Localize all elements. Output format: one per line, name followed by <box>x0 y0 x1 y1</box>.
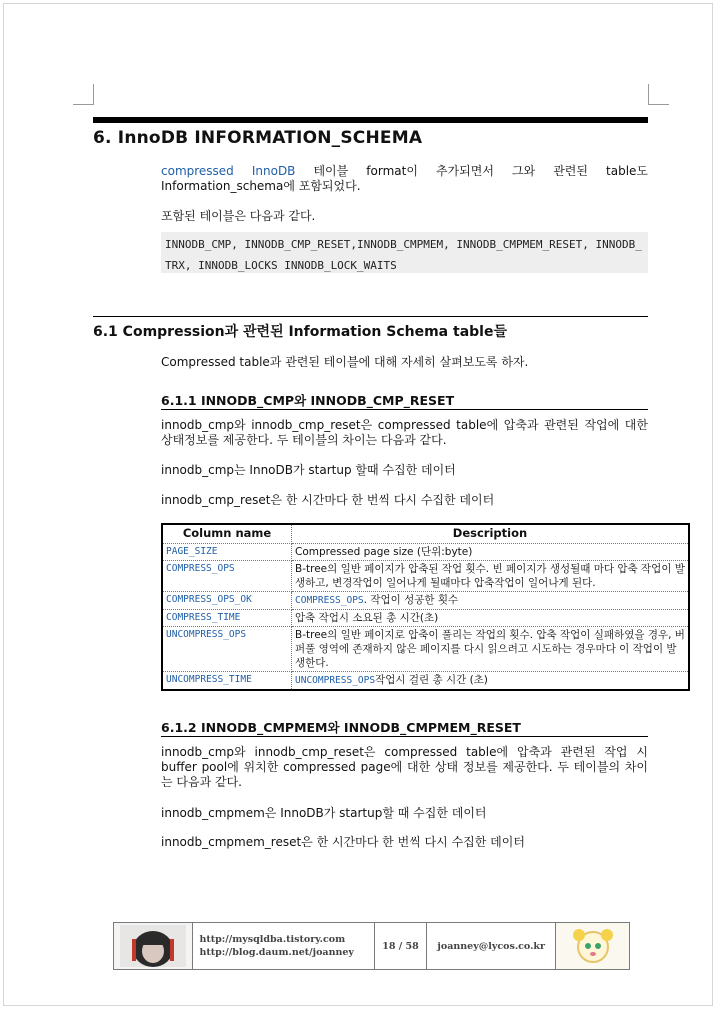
description-cell: 압축 작업시 소요된 총 시간(초) <box>292 610 690 627</box>
table-row <box>162 561 689 592</box>
column-name-header: Column name <box>162 524 292 544</box>
description-cell <box>292 592 690 610</box>
section-6-1-intro: Compressed table과 관련된 테이블에 대해 자세히 살펴보도록 하자. <box>161 355 529 369</box>
description-code: UNCOMPRESS_OPS <box>295 675 376 686</box>
table-row <box>162 544 689 561</box>
blog-link-daum[interactable]: http://blog.daum.net/joanney <box>199 947 354 958</box>
column-name-cell: UNCOMPRESS_OPS <box>162 627 292 672</box>
section-6-1-1-p3: innodb_cmp_reset은 한 시간마다 한 번씩 다시 수집한 데이터 <box>161 493 495 507</box>
cmp-columns-table <box>161 523 690 691</box>
avatar-right-illustration <box>563 925 623 967</box>
footer-urls <box>193 923 375 969</box>
section-6-1-2-p3: innodb_cmpmem_reset은 한 시간마다 한 번씩 다시 수집한 데이터 <box>161 835 525 849</box>
column-name-cell: COMPRESS_TIME <box>162 610 292 627</box>
table-row <box>162 610 689 627</box>
column-name-cell: UNCOMPRESS_TIME <box>162 672 292 691</box>
intro-text: 테이블 format이 추가되면서 그와 관련된 table도 Information_schema에 포함되었다. <box>161 164 648 193</box>
column-name-cell: COMPRESS_OPS <box>162 561 292 592</box>
subsection-rule <box>161 409 648 410</box>
table-row <box>162 592 689 610</box>
crop-mark-left <box>73 84 94 105</box>
description-header: Description <box>292 524 690 544</box>
section-6-1-1-p2: innodb_cmp는 InnoDB가 startup 할때 수집한 데이터 <box>161 463 456 477</box>
table-row <box>162 627 689 672</box>
description-cell <box>292 672 690 691</box>
intro-link[interactable]: compressed InnoDB <box>161 164 296 178</box>
description-text: 작업시 걸린 총 시간 (초) <box>375 674 488 686</box>
column-name-cell: PAGE_SIZE <box>162 544 292 561</box>
section-6-1-title: 6.1 Compression과 관련된 Information Schema table들 <box>93 324 507 340</box>
heading-bar <box>93 117 648 123</box>
description-code: COMPRESS_OPS <box>295 595 364 606</box>
section-6-1-2-p2: innodb_cmpmem은 InnoDB가 startup할 때 수집한 데이터 <box>161 806 487 820</box>
description-cell: B-tree의 일반 페이지로 압축이 풀리는 작업의 횟수. 압축 작업이 실패하였을 경우, 버퍼풀 영역에 존재하지 않은 페이지를 다시 읽으려고 시도하는 경우마다 이 작업이 발생한다. <box>292 627 690 672</box>
blog-link-tistory[interactable]: http://mysqldba.tistory.com <box>199 934 346 945</box>
table-list-code: INNODB_CMP, INNODB_CMP_RESET,INNODB_CMPMEM, INNODB_CMPMEM_RESET, INNODB_TRX, INNODB_LOCKS INNODB_LOCK_WAITS <box>161 232 648 273</box>
page-footer <box>113 922 630 970</box>
table-header-row <box>162 524 689 544</box>
section-6-title: 6. InnoDB INFORMATION_SCHEMA <box>93 128 423 148</box>
table-row <box>162 672 689 691</box>
author-avatar-right <box>556 923 629 969</box>
email-address[interactable]: joanney@lycos.co.kr <box>427 923 556 969</box>
section-6-1-2-title: 6.1.2 INNODB_CMPMEM와 INNODB_CMPMEM_RESET <box>161 720 521 735</box>
section-6-intro <box>161 164 648 194</box>
section-6-1-1-title: 6.1.1 INNODB_CMP와 INNODB_CMP_RESET <box>161 393 455 408</box>
avatar-left-illustration <box>120 925 186 967</box>
author-avatar-left <box>114 923 193 969</box>
crop-mark-right <box>648 84 669 105</box>
section-6-1-2-p1: innodb_cmp와 innodb_cmp_reset은 compressed table에 압축과 관련된 작업 시 buffer pool에 위치한 compressed page에 대한 상태 정보를 제공한다. 두 테이블의 차이는 다음과 같다. <box>161 745 648 789</box>
section-6-1-1-p1: innodb_cmp와 innodb_cmp_reset은 compressed table에 압축과 관련된 작업에 대한 상태정보를 제공한다. 두 테이블의 차이는 다음과 같다. <box>161 418 648 447</box>
section-rule <box>93 316 648 317</box>
description-cell: B-tree의 일반 페이지가 압축된 작업 횟수. 빈 페이지가 생성될때 마다 압축 작업이 발생하고, 변경작업이 일어나게 될때마다 압축작업이 일어나게 된다. <box>292 561 690 592</box>
included-text: 포함된 테이블은 다음과 같다. <box>161 209 316 223</box>
column-name-cell: COMPRESS_OPS_OK <box>162 592 292 610</box>
description-cell: Compressed page size (단위:byte) <box>292 544 690 561</box>
subsection-rule <box>161 736 648 737</box>
page-number: 18 / 58 <box>375 923 427 969</box>
description-text: . 작업이 성공한 횟수 <box>363 594 459 606</box>
